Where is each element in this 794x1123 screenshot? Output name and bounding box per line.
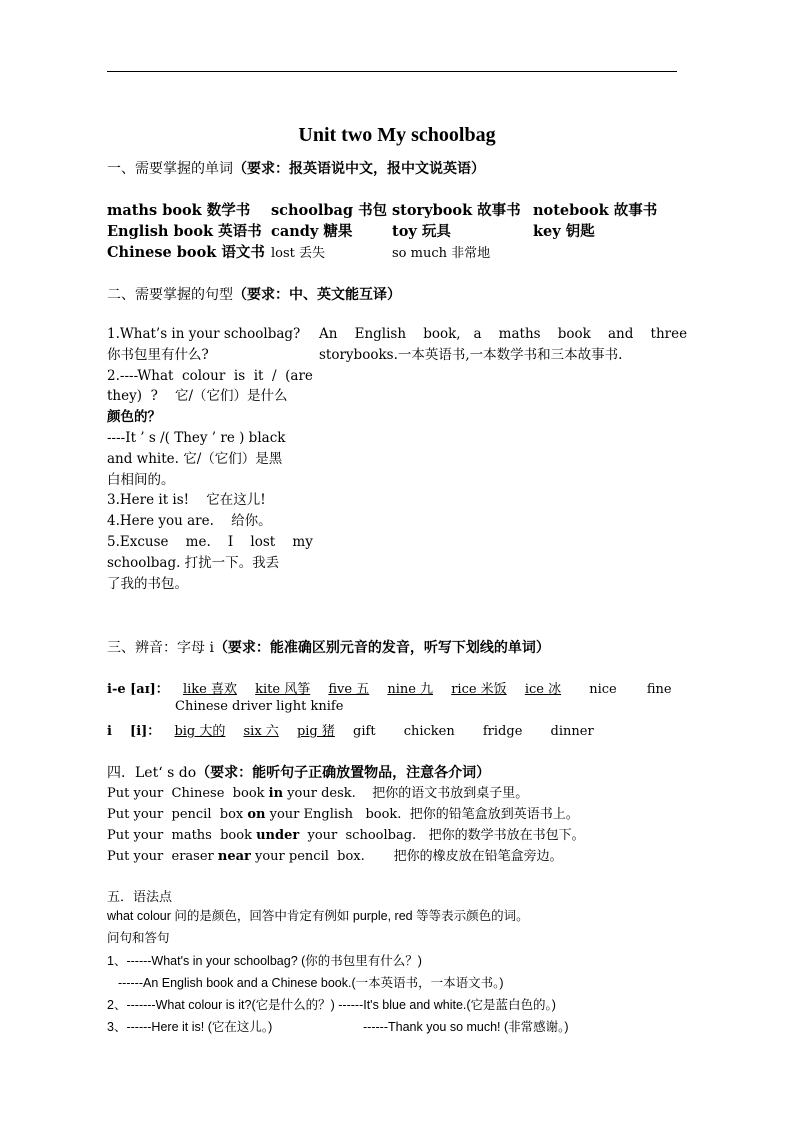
- section1-note: （要求：报英语说中文，报中文说英语）: [233, 161, 485, 177]
- vocab-3-2: lost 丢失: [271, 246, 326, 261]
- pattern-line: 5.Excuse me. I lost my: [107, 533, 313, 550]
- letsdo-line-2: [107, 803, 579, 822]
- answer-3: ------Thank you so much! (非常感谢。): [363, 1020, 569, 1034]
- section1-heading: [107, 158, 485, 178]
- pattern-line: 白相间的。: [107, 471, 175, 488]
- word-big: big 大的: [174, 724, 226, 739]
- phonics-ie-row: [107, 678, 686, 697]
- pattern-line: they) ? 它/（它们）是什么: [107, 388, 288, 405]
- section1-heading-text: 一、需要掌握的单词: [107, 161, 233, 177]
- vocab-2-3: toy 玩具: [392, 223, 451, 240]
- vocab-1-2: schoolbag 书包: [271, 202, 388, 219]
- preposition-on: on: [247, 807, 266, 822]
- phonics-i-row: [107, 720, 608, 739]
- pattern-line: and white. 它/（它们）是黑: [107, 450, 283, 467]
- section3-note: （要求：能准确区别元音的发音，听写下划线的单词）: [213, 640, 550, 656]
- preposition-in: in: [268, 786, 284, 801]
- section5-heading: 五．语法点: [107, 890, 173, 905]
- word-fine: fine: [646, 682, 672, 697]
- word-ice: ice 冰: [524, 682, 562, 697]
- qa-label: 问句和答句: [107, 931, 170, 945]
- letsdo-line-3: [107, 824, 585, 843]
- question-2: 2、-------What colour is it?(它是什么的？) ------It's blue and white.(它是蓝白色的。): [107, 998, 556, 1012]
- pattern-right-line: An English book, a maths book and three: [319, 326, 688, 342]
- letsdo-text: your desk. 把你的语文书放到桌子里。: [283, 786, 529, 801]
- letsdo-line-1: [107, 782, 528, 801]
- word-nine: nine 九: [387, 682, 434, 697]
- pattern-right-line: storybooks.一本英语书,一本数学书和三本故事书.: [319, 346, 623, 363]
- pattern-line: 你书包里有什么?: [107, 346, 209, 363]
- word-gift: gift: [353, 724, 376, 739]
- sentence-patterns-right: [319, 324, 688, 366]
- letsdo-text: your English book. 把你的铅笔盒放到英语书上。: [265, 807, 579, 822]
- word-six: six 六: [243, 724, 279, 739]
- word-fridge: fridge: [482, 724, 523, 739]
- word-pig: pig 猪: [296, 724, 335, 739]
- grammar-note: what colour 问的是颜色，回答中肯定有例如 purple, red 等等表示颜色的词。: [107, 909, 529, 923]
- pattern-line: 4.Here you are. 给你。: [107, 513, 272, 530]
- pattern-line: 颜色的？: [107, 409, 161, 426]
- question-1: 1、------What's in your schoolbag? (你的书包里有什么？): [107, 954, 422, 968]
- pattern-line: 了我的书包。: [107, 575, 188, 592]
- section3-heading-text: 三、辨音：字母 i: [107, 640, 214, 656]
- vocab-3-3: so much 非常地: [392, 246, 491, 261]
- word-nice: nice: [589, 682, 617, 697]
- word-dinner: dinner: [550, 724, 594, 739]
- vocab-2-4: key 钥匙: [533, 223, 595, 240]
- question-3: 3、------Here it is! (它在这儿。): [107, 1020, 273, 1034]
- section4-heading-text: 四．Let‘ s do: [107, 765, 197, 781]
- vocab-2-1: English book 英语书: [107, 223, 262, 240]
- letsdo-text: Put your maths book: [107, 828, 257, 843]
- preposition-near: near: [217, 849, 251, 864]
- page-title: Unit two My schoolbag: [298, 124, 496, 146]
- section3-heading: [107, 637, 550, 657]
- word-kite: kite 风筝: [255, 682, 311, 697]
- pattern-line: schoolbag. 打扰一下。我丢: [107, 554, 280, 571]
- vocab-3-1: Chinese book 语文书: [107, 244, 265, 261]
- section4-heading: [107, 762, 490, 782]
- letsdo-line-4: [107, 845, 563, 864]
- phonics-i-label: i [i]：: [107, 724, 161, 739]
- pattern-line: 1.What’s in your schoolbag?: [107, 326, 301, 342]
- phonics-ie-row2: Chinese driver light knife: [175, 699, 344, 714]
- section4-note: （要求：能听句子正确放置物品，注意各介词）: [196, 765, 491, 781]
- word-rice: rice 米饭: [451, 682, 507, 697]
- pattern-line: 2.----What colour is it / (are: [107, 367, 313, 384]
- pattern-line: 3.Here it is! 它在这儿!: [107, 492, 266, 509]
- letsdo-text: Put your pencil box: [107, 807, 248, 822]
- section2-heading: [107, 284, 401, 304]
- word-chicken: chicken: [403, 724, 455, 739]
- sentence-patterns-left: [107, 324, 313, 594]
- section2-note: （要求：中、英文能互译）: [233, 287, 401, 303]
- vocab-1-3: storybook 故事书: [392, 202, 521, 219]
- phonics-ie-label: i-e [aɪ]：: [107, 682, 169, 697]
- answer-1: ------An English book and a Chinese book.(一本英语书，一本语文书。): [118, 976, 504, 990]
- vocab-2-2: candy 糖果: [271, 223, 353, 240]
- vocab-1-1: maths book 数学书: [107, 202, 251, 219]
- letsdo-text: your schoolbag. 把你的数学书放在书包下。: [299, 828, 585, 843]
- pattern-line: ----It ’ s /( They ’ re ) black: [107, 429, 286, 446]
- section2-heading-text: 二、需要掌握的句型: [107, 287, 233, 303]
- letsdo-text: Put your eraser: [107, 849, 218, 864]
- preposition-under: under: [256, 828, 300, 843]
- word-like: like 喜欢: [182, 682, 237, 697]
- letsdo-text: your pencil box. 把你的橡皮放在铅笔盒旁边。: [250, 849, 563, 864]
- letsdo-text: Put your Chinese book: [107, 786, 269, 801]
- vocab-1-4: notebook 故事书: [533, 202, 658, 219]
- header-rule: [107, 71, 677, 72]
- word-five: five 五: [328, 682, 370, 697]
